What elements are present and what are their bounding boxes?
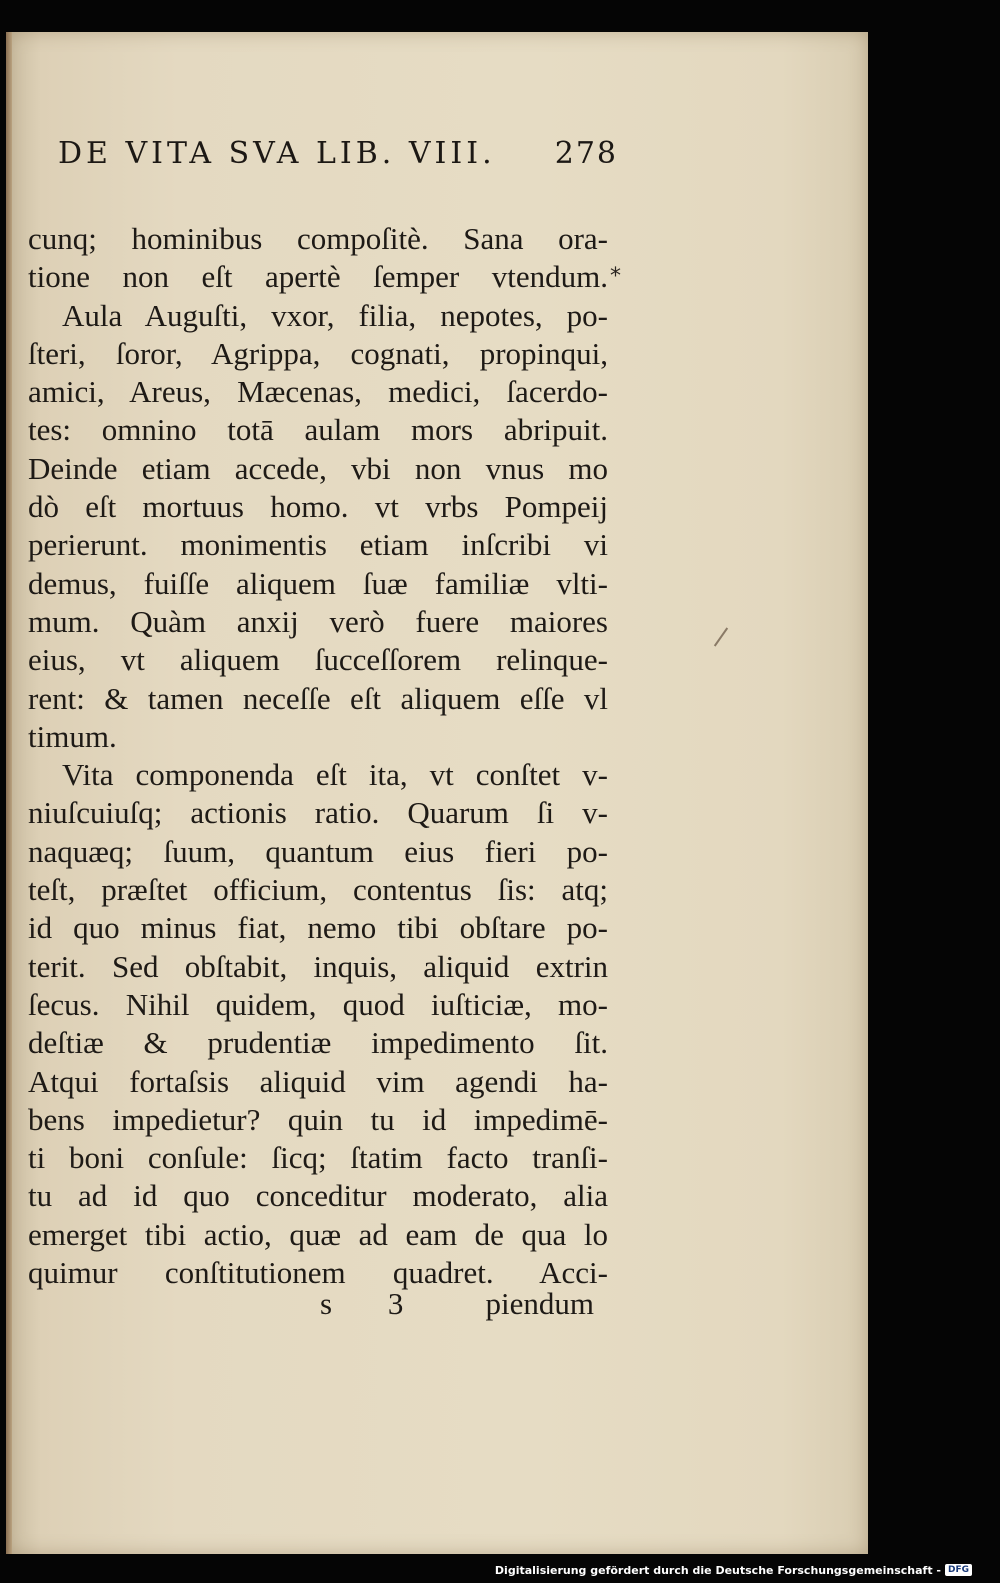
text-line: cunq; hominibus compoſitè. Sana ora- [28,221,608,256]
text-line: mum. Quàm anxij verò fuere maiores [28,603,608,639]
text-line: Deinde etiam accede, vbi non vnus mo [28,450,608,486]
text-line: perierunt. monimentis etiam inſcribi vi [28,527,608,563]
text-line: niuſcuiuſq; actionis ratio. Quarum ſi v- [28,795,608,831]
text-line: timum. [28,718,117,754]
signature-mark: s 3 [320,1286,428,1321]
running-head [58,136,618,176]
text-line: teſt, præſtet officium, contentus ſis: atq; [28,872,608,908]
catchword: piendum [485,1286,594,1321]
text-line: demus, fuiſſe aliquem ſuæ familiæ vlti- [28,565,608,601]
text-line: amici, Areus, Mæcenas, medici, ſacerdo- [28,374,608,410]
running-head-title: DE VITA SVA LIB. VIII. [58,136,496,171]
digitization-credit [495,1561,972,1579]
text-line: deſtiæ & prudentiæ impedimento ſit. [28,1025,608,1061]
text-line: id quo minus fiat, nemo tibi obſtare po- [28,910,608,946]
text-line: naquæq; ſuum, quantum eius fieri po- [28,833,608,869]
marginal-pen-mark [714,627,728,646]
text-line: tes: omnino totā aulam mors abripuit. [28,412,608,448]
text-line: eius, vt aliquem ſucceſſorem relinque- [28,642,608,678]
text-line: dò eſt mortuus homo. vt vrbs Pompeij [28,489,608,525]
text-line: tione non eſt apertè ſemper vtendum. [28,259,608,295]
text-line: Atqui fortaſsis aliquid vim agendi ha- [28,1063,608,1099]
page-number: 278 [554,136,618,171]
marginal-asterisk: * [610,264,621,289]
text-line: tu ad id quo conceditur moderato, alia [28,1178,608,1214]
text-line: ſteri, ſoror, Agrippa, cognati, propinqui, [28,335,608,371]
body-text [28,220,608,1292]
text-line: bens impedietur? quin tu id impedimē- [28,1101,608,1137]
text-line: rent: & tamen neceſſe eſt aliquem eſſe vl [28,680,608,716]
text-line: Vita componenda eſt ita, vt conſtet v- [62,757,608,793]
signature-line [28,1286,608,1326]
text-line: emerget tibi actio, quæ ad eam de qua lo [28,1216,608,1252]
book-page [6,32,868,1554]
text-line: terit. Sed obſtabit, inquis, aliquid extrin [28,948,608,984]
text-line: ti boni conſule: ſicq; ſtatim facto tranſi- [28,1140,608,1176]
credit-text: Digitalisierung gefördert durch die Deutsche Forschungsgemeinschaft - [494,1563,941,1577]
text-line: quimur conſtitutionem quadret. Acci- [28,1255,608,1291]
text-line: Aula Auguſti, vxor, filia, nepotes, po- [62,297,608,333]
text-line: ſecus. Nihil quidem, quod iuſticiæ, mo- [28,986,608,1022]
page-gutter-edge [6,32,12,1554]
dfg-logo-icon: DFG [945,1564,972,1576]
